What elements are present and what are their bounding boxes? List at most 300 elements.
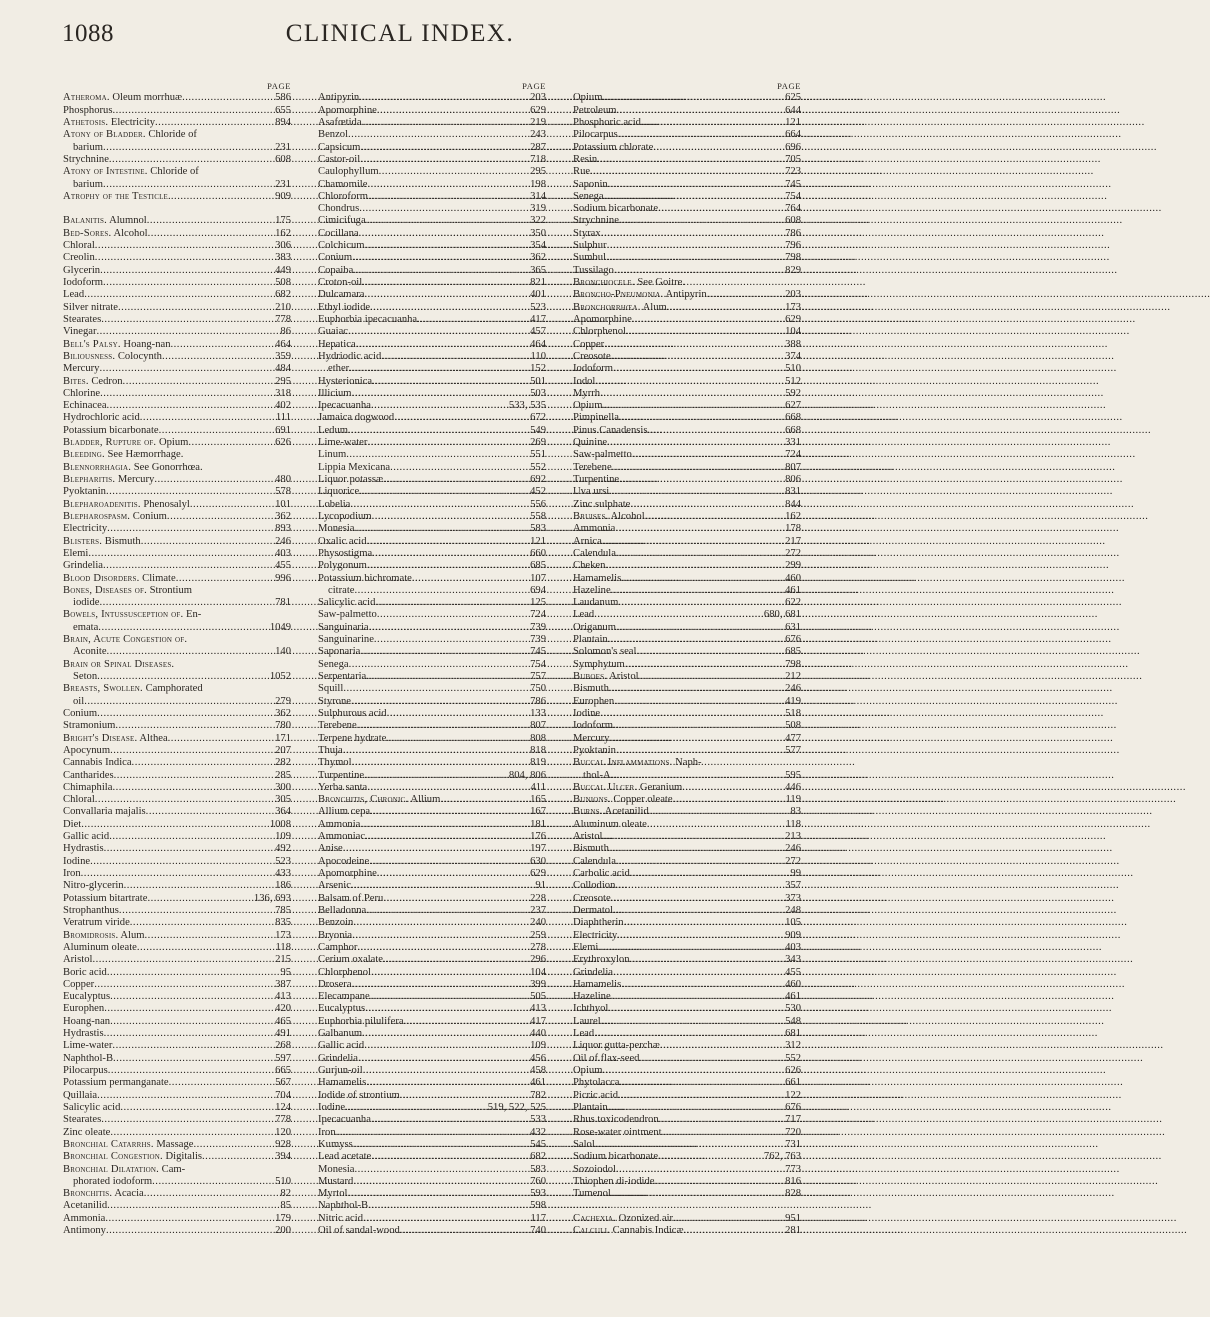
leader-dots <box>367 782 530 794</box>
index-column-2 <box>318 80 546 1237</box>
index-page-ref: 287 <box>530 141 546 153</box>
leader-dots <box>124 880 276 892</box>
leader-dots <box>602 400 785 412</box>
leader-dots <box>353 265 530 277</box>
index-entry <box>573 265 801 277</box>
leader-dots <box>202 1151 275 1163</box>
index-page-ref: 552 <box>530 461 546 473</box>
index-entry <box>63 782 291 794</box>
index-entry <box>573 831 801 843</box>
index-term: Chlorphenol <box>318 966 371 978</box>
index-column-1 <box>63 80 291 1237</box>
leader-dots <box>630 499 785 511</box>
index-page-ref: 477 <box>785 732 801 744</box>
index-entry <box>63 585 291 597</box>
index-heading: Bleeding. <box>63 449 105 461</box>
index-entry <box>573 733 801 745</box>
index-heading: Bladder, Rupture of. <box>63 437 157 449</box>
leader-dots <box>112 782 275 794</box>
index-heading: Bright's Disease. <box>63 732 138 744</box>
index-page-ref: 510 <box>275 1175 291 1187</box>
leader-dots <box>352 757 531 769</box>
index-entry <box>63 240 291 252</box>
index-term: Monesia <box>318 523 355 535</box>
index-page-ref: 458 <box>530 1065 546 1076</box>
index-entry <box>318 683 546 695</box>
index-page-ref: 595 <box>785 769 801 781</box>
index-page-ref: 464 <box>530 338 546 350</box>
index-term: Hysterionica <box>318 375 373 387</box>
leader-dots <box>147 215 275 227</box>
index-entry <box>318 92 546 104</box>
index-page-ref: 281 <box>785 1225 801 1237</box>
index-term: Cantharides <box>63 769 114 781</box>
leader-dots <box>349 659 531 671</box>
index-term: Euphorbia ipecacuanha <box>318 313 418 325</box>
index-entry <box>318 1213 546 1225</box>
index-entry <box>573 166 801 178</box>
index-page-ref: 760 <box>530 1175 546 1187</box>
index-page-ref: 782 <box>530 1089 546 1101</box>
index-term: Aristol <box>609 671 639 682</box>
index-entry <box>63 228 291 240</box>
leader-dots <box>105 1213 275 1225</box>
index-entry <box>63 1053 291 1065</box>
leader-dots <box>97 708 275 720</box>
leader-dots <box>354 1164 530 1176</box>
leader-dots <box>600 388 785 400</box>
index-entry <box>318 523 546 535</box>
index-term: Nitric acid <box>318 1212 364 1224</box>
index-page-ref: 598 <box>530 1200 546 1212</box>
leader-dots <box>604 191 786 203</box>
index-entry <box>573 671 801 683</box>
index-term: Camphorated <box>145 683 203 695</box>
index-heading: Atheroma. <box>63 92 110 104</box>
index-term: Tussilago <box>573 264 614 276</box>
leader-dots <box>95 794 275 806</box>
leader-dots <box>606 252 785 264</box>
index-page-ref: 778 <box>275 1114 291 1126</box>
index-term: Vinegar <box>63 326 97 338</box>
index-term: Iodoform <box>573 720 614 732</box>
index-entry <box>318 1176 546 1188</box>
index-term: barium <box>73 141 104 153</box>
index-heading: Balanitis. <box>63 215 107 227</box>
index-page-ref: 272 <box>785 855 801 867</box>
leader-dots <box>601 1016 785 1028</box>
index-entry <box>573 1139 801 1151</box>
index-page-ref: 780 <box>275 720 291 732</box>
index-entry <box>63 819 291 831</box>
index-term: Europhen <box>63 1003 105 1015</box>
index-entry <box>573 597 801 609</box>
index-term: Chloral <box>63 240 95 252</box>
index-term: Potassium bichromate <box>318 572 412 584</box>
index-entry <box>318 412 546 424</box>
index-term: See Hæmorrhage. <box>107 449 184 461</box>
index-entry <box>63 412 291 424</box>
leader-dots <box>118 302 275 314</box>
leader-dots <box>377 105 530 117</box>
leader-dots <box>616 745 785 757</box>
index-page-ref: 681 <box>785 1028 801 1040</box>
index-entry <box>63 622 291 634</box>
index-term: Pilocarpus <box>573 129 618 141</box>
index-term: Capsicum <box>318 141 361 153</box>
index-term: Elemi <box>573 941 599 953</box>
leader-dots <box>377 868 530 880</box>
leader-dots <box>353 1176 530 1188</box>
index-term: Iodine <box>318 1101 346 1113</box>
index-entry <box>63 806 291 818</box>
index-heading: Blepharospasm. <box>63 510 131 522</box>
leader-dots <box>146 806 275 818</box>
index-term: Gallic acid <box>63 831 110 843</box>
index-entry <box>318 634 546 646</box>
index-page-ref: 661 <box>785 1077 801 1089</box>
index-entry <box>573 622 801 634</box>
index-entry <box>63 1114 291 1126</box>
leader-dots <box>147 893 253 905</box>
index-entry <box>318 696 546 708</box>
leader-dots <box>607 240 786 252</box>
index-term: barium <box>73 178 104 190</box>
leader-dots <box>119 905 275 917</box>
index-page-ref: 460 <box>785 572 801 584</box>
index-entry <box>318 1127 546 1139</box>
leader-dots <box>81 819 270 831</box>
index-page-ref: 217 <box>785 535 801 547</box>
index-entry <box>573 425 801 437</box>
index-page-ref: 672 <box>530 412 546 424</box>
index-term: Geranium <box>639 781 683 793</box>
index-term: Petroleum <box>573 104 617 116</box>
index-term: Saponaria <box>318 646 361 658</box>
index-term: Oil of sandal-wood <box>318 1225 400 1237</box>
index-entry <box>573 154 801 166</box>
index-term: Pimpinella <box>573 412 619 424</box>
index-page-ref: 556 <box>530 498 546 510</box>
index-term: Benzoin <box>318 917 354 929</box>
index-entry <box>573 228 801 240</box>
index-term: Nitro-glycerin <box>63 880 124 892</box>
index-entry <box>318 597 546 609</box>
index-heading: Buboes. <box>573 671 608 682</box>
leader-dots <box>602 92 785 104</box>
index-page-ref: 246 <box>275 535 291 547</box>
index-entry <box>573 129 801 141</box>
index-entry <box>573 646 801 658</box>
index-entry <box>573 843 801 855</box>
index-term: Cedron <box>91 375 123 387</box>
index-term: Apomorphine <box>573 313 632 325</box>
leader-dots <box>132 757 276 769</box>
leader-dots <box>352 252 530 264</box>
index-page-ref: 505 <box>530 991 546 1003</box>
index-entry <box>63 1139 291 1151</box>
index-page-ref: 1008 <box>269 818 291 830</box>
index-entry <box>63 548 291 560</box>
index-page-ref: 213 <box>785 831 801 843</box>
index-term: Squill <box>318 683 344 695</box>
leader-dots <box>594 609 764 621</box>
index-term: Climate <box>142 572 176 584</box>
index-term: Opium <box>573 400 603 412</box>
index-entry <box>573 1114 801 1126</box>
index-heading: Bronchitis. <box>63 1188 113 1200</box>
index-entry <box>63 893 291 905</box>
leader-dots <box>84 696 275 708</box>
index-term: Illicium <box>318 387 352 399</box>
index-page-ref: 754 <box>530 658 546 670</box>
leader-dots <box>107 523 275 535</box>
leader-dots <box>95 240 275 252</box>
leader-dots <box>597 154 785 166</box>
index-page-ref: 248 <box>785 904 801 916</box>
leader-dots <box>357 720 530 732</box>
leader-dots <box>107 967 281 979</box>
index-entry <box>63 757 291 769</box>
index-page-ref: 631 <box>785 621 801 633</box>
leader-dots <box>619 1077 785 1089</box>
index-entry <box>573 412 801 424</box>
leader-dots <box>619 474 785 486</box>
index-page-ref: 807 <box>530 720 546 732</box>
index-page-ref: 577 <box>785 744 801 756</box>
index-entry <box>63 1016 291 1028</box>
index-entry <box>318 265 546 277</box>
index-page-ref: 197 <box>530 843 546 855</box>
index-entry <box>63 277 291 289</box>
leader-dots <box>590 166 785 178</box>
index-heading: Buccal Inflammations. <box>573 757 673 769</box>
index-term: Phosphorus <box>63 104 113 116</box>
index-page-ref: 152 <box>530 363 546 375</box>
index-page-ref: 285 <box>275 769 291 781</box>
index-page-ref: 452 <box>530 486 546 498</box>
index-page-ref: 228 <box>530 892 546 904</box>
leader-dots <box>369 622 531 634</box>
index-entry <box>318 819 546 831</box>
index-entry <box>63 166 291 178</box>
index-entry <box>573 277 801 289</box>
index-term: Calendula <box>573 547 616 559</box>
index-page-ref: 492 <box>275 843 291 855</box>
index-term: Lime-water <box>318 437 368 449</box>
index-entry <box>318 240 546 252</box>
index-entry <box>318 203 546 215</box>
leader-dots <box>364 289 530 301</box>
index-page-ref: 740 <box>530 1225 546 1237</box>
index-entry <box>318 302 546 314</box>
leader-dots <box>356 339 530 351</box>
leader-dots <box>114 770 276 782</box>
index-page-ref: 319 <box>530 203 546 215</box>
index-entry <box>63 1164 291 1176</box>
index-entry <box>573 1053 801 1065</box>
leader-dots <box>673 1213 785 1225</box>
index-term: Mustard <box>318 1175 354 1187</box>
index-entry <box>318 474 546 486</box>
index-entry <box>318 720 546 732</box>
leader-dots <box>364 1040 530 1052</box>
index-page-ref: 828 <box>785 1188 801 1200</box>
index-term: iodide <box>73 597 100 609</box>
leader-dots <box>372 376 530 388</box>
leader-dots <box>145 930 276 942</box>
index-entry <box>573 326 801 338</box>
index-term: Collodion <box>573 880 616 892</box>
index-page-ref: 530 <box>785 1003 801 1015</box>
index-term: Ammoniac <box>318 831 366 843</box>
index-page-ref: 246 <box>785 683 801 695</box>
index-term: Alum <box>120 929 145 941</box>
index-entry <box>63 142 291 154</box>
index-page-ref: 111 <box>275 412 291 424</box>
index-page-ref: 773 <box>785 1163 801 1175</box>
leader-dots <box>630 954 786 966</box>
index-term: Picric acid <box>573 1089 619 1101</box>
index-page-ref: 162 <box>275 227 291 239</box>
index-entry <box>573 314 801 326</box>
index-page-ref: 501 <box>530 375 546 387</box>
index-page-ref: 705 <box>785 153 801 165</box>
leader-dots <box>594 1028 785 1040</box>
leader-dots <box>655 1176 786 1188</box>
index-term: Eucalyptus <box>63 991 111 1003</box>
index-entry <box>573 770 801 782</box>
index-page-ref: 578 <box>275 486 291 498</box>
index-page-ref: 593 <box>530 1188 546 1200</box>
index-term: Terebene <box>573 461 612 473</box>
index-page-ref: 278 <box>530 941 546 953</box>
index-entry <box>573 339 801 351</box>
index-page-ref: 785 <box>275 904 291 916</box>
index-term: Cannabis Indica <box>63 757 132 769</box>
index-page-ref: 419 <box>785 695 801 707</box>
index-term: Chimaphila <box>63 781 113 793</box>
index-term: phorated iodoform <box>73 1175 153 1187</box>
index-entry <box>318 166 546 178</box>
index-entry <box>318 646 546 658</box>
index-term: Styrone <box>318 695 351 707</box>
leader-dots <box>144 1188 281 1200</box>
leader-dots <box>608 1003 785 1015</box>
index-term: Chloroform <box>318 190 369 202</box>
index-page-ref: 198 <box>530 178 546 190</box>
index-page-ref: 692 <box>530 474 546 485</box>
index-entry <box>63 179 291 191</box>
index-page-ref: 394 <box>275 1151 291 1163</box>
index-term: Potassium permanganate <box>63 1077 169 1089</box>
index-term: Lippia Mexicana <box>318 461 391 473</box>
leader-dots <box>112 1040 275 1052</box>
index-entry <box>63 671 291 683</box>
index-entry <box>318 622 546 634</box>
index-term: Chlorphenol <box>573 326 626 338</box>
index-term: Pyoktanin <box>63 486 106 498</box>
index-page-ref: 200 <box>275 1225 291 1237</box>
index-entry <box>63 683 291 695</box>
index-term: Aconite <box>73 646 107 658</box>
index-entry <box>318 868 546 880</box>
leader-dots <box>641 117 785 129</box>
index-term: See Goitre. <box>637 277 686 288</box>
index-entry <box>318 277 546 289</box>
index-term: Apocodeine <box>318 855 370 867</box>
index-term: Asafœtida <box>318 116 362 128</box>
index-heading: Bronchorrhœa. <box>573 301 641 313</box>
index-page-ref: 121 <box>530 535 546 547</box>
leader-dots <box>343 745 530 757</box>
index-page-ref: 608 <box>275 153 291 165</box>
index-page-ref: 215 <box>275 954 291 966</box>
leader-dots <box>616 856 785 868</box>
index-page-ref: 519, 522, 525 <box>487 1101 546 1113</box>
index-heading: Bowels, Intussusception of. <box>63 609 184 621</box>
leader-dots <box>440 794 530 806</box>
index-page-ref: 314 <box>530 190 546 202</box>
leader-dots <box>366 1077 530 1089</box>
index-entry <box>573 905 801 917</box>
index-term: oil <box>73 695 85 707</box>
page-label: PAGE <box>522 81 546 91</box>
index-entry <box>63 376 291 388</box>
leader-dots <box>92 954 275 966</box>
index-page-ref: 461 <box>785 584 801 596</box>
leader-dots <box>137 942 276 954</box>
index-term: citrate <box>328 584 355 596</box>
index-term: En- <box>185 609 202 621</box>
index-heading: Burns. <box>573 806 603 818</box>
leader-dots <box>96 326 280 338</box>
index-page-ref: 503 <box>530 387 546 399</box>
index-page-ref: 660 <box>530 547 546 559</box>
index-entry <box>63 745 291 757</box>
index-page-ref: 480 <box>275 474 291 485</box>
index-page-ref: 246 <box>785 843 801 855</box>
index-entry <box>63 462 291 474</box>
index-heading: Bronchial Catarrhs. <box>63 1138 154 1150</box>
index-term: Guaiac <box>318 326 348 338</box>
index-page-ref: 362 <box>275 510 291 522</box>
index-entry <box>63 339 291 351</box>
page-title: CLINICAL INDEX. <box>285 20 515 47</box>
index-page-ref: 821 <box>530 277 546 288</box>
index-page-ref: 592 <box>785 387 801 399</box>
index-term: Pilocarpus <box>63 1065 108 1076</box>
index-entry <box>63 437 291 449</box>
index-page-ref: 104 <box>785 326 801 338</box>
leader-dots <box>360 154 530 166</box>
index-entry <box>573 203 801 215</box>
index-heading: Bones, Diseases of. <box>63 584 147 596</box>
index-term: Symphytum <box>573 658 625 670</box>
index-entry <box>573 191 801 203</box>
index-page-ref: 305 <box>275 794 291 806</box>
index-term: emata <box>73 621 99 633</box>
index-entry <box>318 893 546 905</box>
leader-dots <box>365 1003 530 1015</box>
index-page-ref: 807 <box>785 461 801 473</box>
index-page-ref: 844 <box>785 498 801 510</box>
index-page-ref: 685 <box>530 560 546 572</box>
index-page-ref: 388 <box>785 338 801 350</box>
index-term: Turpentine <box>573 474 620 485</box>
index-term: Mercury <box>63 363 100 375</box>
leader-dots <box>366 905 530 917</box>
